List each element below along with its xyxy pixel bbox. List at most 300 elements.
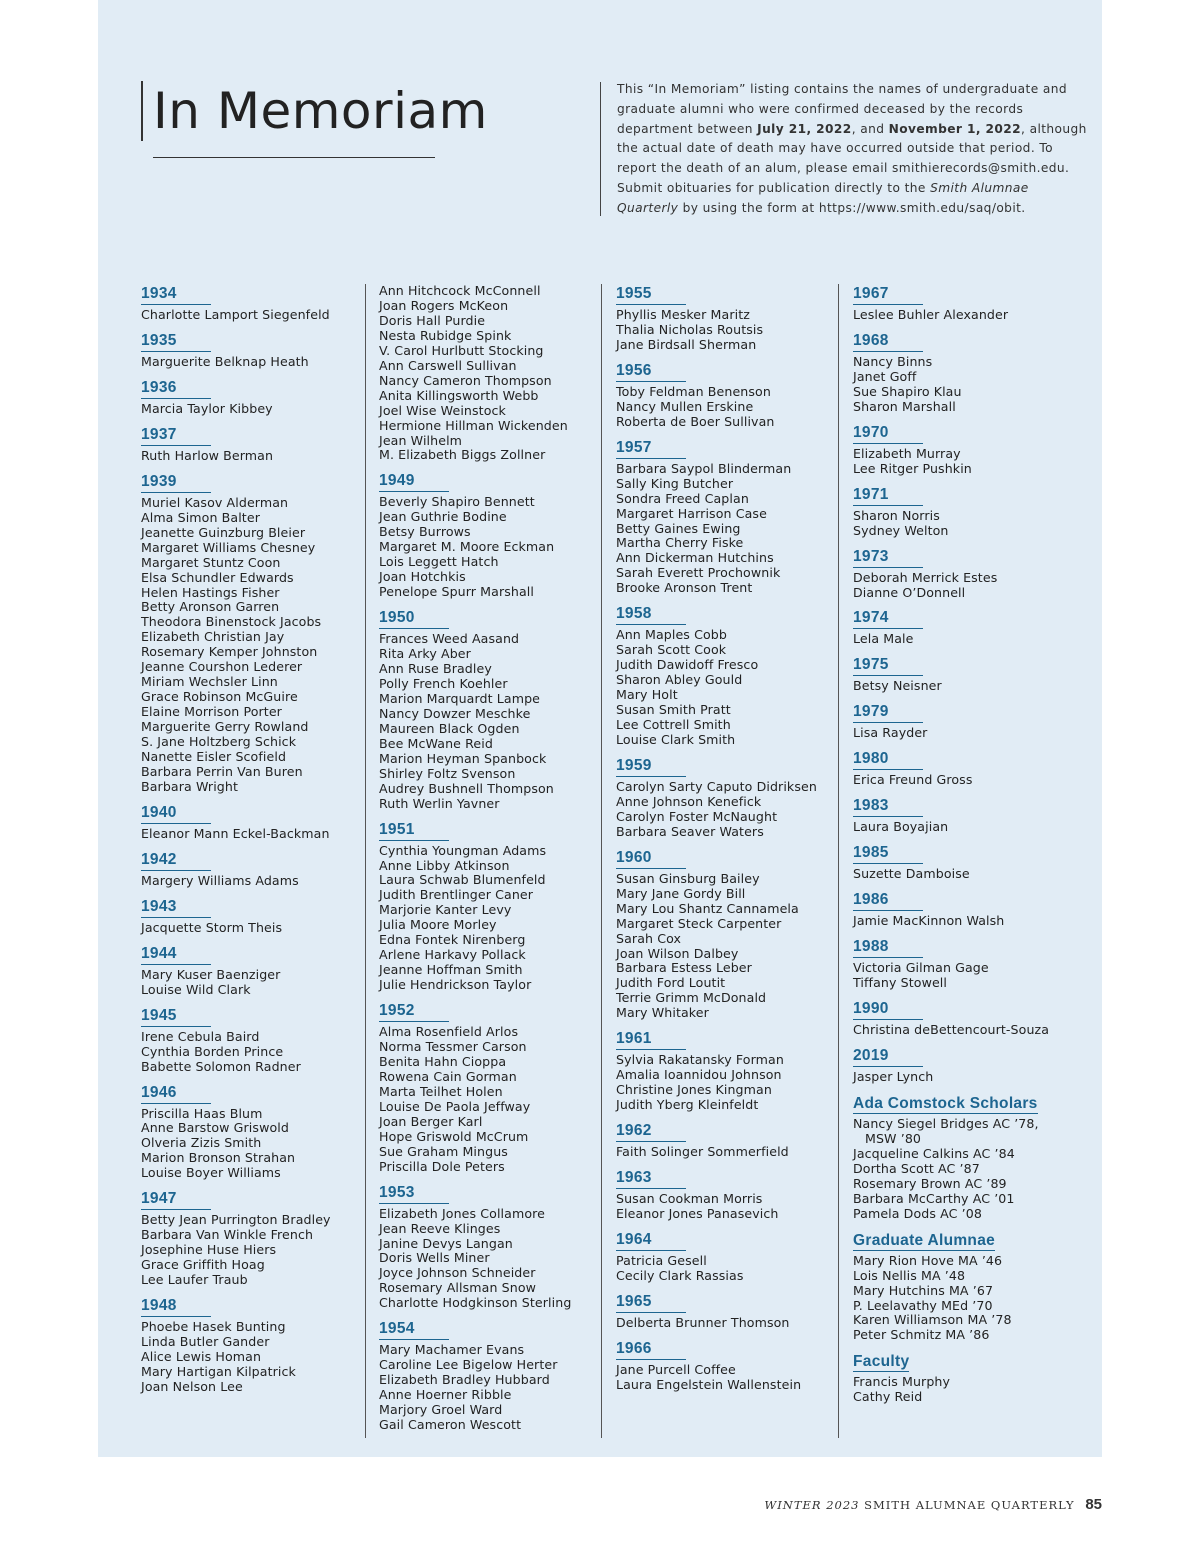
memorial-name: Audrey Bushnell Thompson (379, 780, 554, 796)
memorial-name: P. Leelavathy MEd ’70 (853, 1297, 993, 1313)
class-year-group (853, 702, 1073, 741)
class-year-group (853, 937, 1073, 991)
class-year-group (853, 655, 1073, 694)
memorial-name: Marguerite Belknap Heath (141, 353, 309, 369)
class-year-group (853, 547, 1073, 601)
memorial-name: Patricia Gesell (616, 1252, 707, 1268)
memorial-name: Lela Male (853, 631, 914, 647)
memorial-name: Mary Holt (616, 687, 678, 703)
memorial-name: Grace Robinson McGuire (141, 689, 298, 705)
class-year-heading: 1985 (853, 844, 889, 862)
class-year-heading: 1983 (853, 797, 889, 815)
memorial-name: Lee Cottrell Smith (616, 717, 731, 733)
memorial-name: Laura Engelstein Wallenstein (616, 1376, 802, 1392)
memorial-name: Barbara Perrin Van Buren (141, 763, 303, 779)
memorial-name: Hermione Hillman Wickenden (379, 417, 568, 433)
memorial-name: Frances Weed Aasand (379, 631, 520, 647)
memorial-name: Cynthia Youngman Adams (379, 842, 547, 858)
memorial-name: Irene Cebula Baird (141, 1028, 260, 1044)
memorial-name: Ruth Werlin Yavner (379, 795, 500, 811)
class-year-group (616, 1029, 836, 1113)
memorial-name: Jane Purcell Coffee (616, 1361, 736, 1377)
memorial-name: Rosemary Brown AC ’89 (853, 1175, 1007, 1191)
memorial-name: Elsa Schundler Edwards (141, 569, 294, 585)
memorial-name: Rosemary Kemper Johnston (141, 644, 318, 660)
class-year-group (853, 284, 1073, 323)
memorial-name: Helen Hastings Fisher (141, 584, 280, 600)
class-year-heading: 1950 (379, 609, 415, 627)
class-year-group (141, 897, 361, 936)
memorial-name: Sylvia Rakatansky Forman (616, 1052, 784, 1068)
memorial-name: Jean Wilhelm (379, 432, 463, 448)
intro-paragraph (617, 80, 1087, 219)
footer-issue: WINTER 2023 (764, 1498, 860, 1512)
heading-underline (141, 1103, 211, 1104)
heading-underline (379, 1021, 449, 1022)
memorial-name: Amalia Ioannidou Johnson (616, 1067, 782, 1083)
memorial-name: Anita Killingsworth Webb (379, 387, 539, 403)
class-year-heading: 1962 (616, 1122, 652, 1140)
memorial-name: Bee McWane Reid (379, 735, 493, 751)
memorial-name: Rowena Cain Gorman (379, 1068, 517, 1084)
memorial-name: Betsy Burrows (379, 524, 471, 540)
memorial-name: Nancy Binns (853, 353, 933, 369)
heading-underline (616, 1049, 686, 1050)
memorial-name: Elizabeth Murray (853, 445, 961, 461)
memorial-name: Olveria Zizis Smith (141, 1135, 262, 1151)
memorial-name: Sharon Marshall (853, 398, 956, 414)
heading-underline (853, 351, 923, 352)
class-year-group (616, 284, 836, 353)
memorial-name: Jeanette Guinzburg Bleier (141, 524, 306, 540)
memorial-name: Judith Brentlinger Caner (379, 887, 534, 903)
memorial-name: Margaret Steck Carpenter (616, 915, 782, 931)
memorial-name: Susan Cookman Morris (616, 1191, 763, 1207)
memorial-name: Jeanne Courshon Lederer (141, 659, 303, 675)
heading-underline (379, 1339, 449, 1340)
memorial-name: Theodora Binenstock Jacobs (141, 614, 322, 630)
class-year-heading: 1961 (616, 1030, 652, 1048)
heading-underline (853, 304, 923, 305)
class-year-group (616, 1121, 836, 1160)
memorial-name: Caroline Lee Bigelow Herter (379, 1357, 558, 1373)
memorial-name: Louise De Paola Jeffway (379, 1098, 531, 1114)
class-year-group (141, 425, 361, 464)
heading-underline (616, 624, 686, 625)
memorial-name: Nesta Rubidge Spink (379, 327, 512, 343)
memorial-name: Marion Bronson Strahan (141, 1150, 296, 1166)
memorial-name: Judith Yberg Kleinfeldt (616, 1097, 759, 1113)
memorial-name: Louise Wild Clark (141, 981, 251, 997)
intro-date-start: July 21, 2022 (757, 121, 852, 136)
heading-underline (141, 964, 211, 965)
memorial-name: Benita Hahn Cioppa (379, 1053, 507, 1069)
class-year-group (853, 890, 1073, 929)
intro-divider (600, 82, 601, 216)
memorial-name: Jean Reeve Klinges (379, 1220, 501, 1236)
memorial-name: Elizabeth Christian Jay (141, 629, 285, 645)
memorial-name: Sue Graham Mingus (379, 1143, 508, 1159)
memorial-name: Sue Shapiro Klau (853, 383, 962, 399)
title-accent-bar (141, 81, 143, 141)
memorial-name: Terrie Grimm McDonald (616, 990, 767, 1006)
heading-underline (141, 870, 211, 871)
class-year-group (379, 1001, 599, 1175)
memorial-name: Lois Leggett Hatch (379, 554, 499, 570)
class-year-group (616, 1168, 836, 1222)
class-year-heading: 1966 (616, 1339, 652, 1357)
memorial-name: Brooke Aronson Trent (616, 580, 753, 596)
class-year-heading: 1965 (616, 1292, 652, 1310)
memorial-name: Mary Jane Gordy Bill (616, 885, 746, 901)
heading-underline (616, 1250, 686, 1251)
heading-underline (853, 1019, 923, 1020)
heading-underline (853, 910, 923, 911)
memorial-name: Doris Hall Purdie (379, 312, 486, 328)
heading-underline (141, 823, 211, 824)
class-year-heading: 1974 (853, 609, 889, 627)
page-number: 85 (1085, 1496, 1102, 1513)
class-year-heading: 1988 (853, 938, 889, 956)
memorial-name: Marion Marquardt Lampe (379, 690, 541, 706)
heading-underline (141, 304, 211, 305)
names-column-3 (616, 284, 836, 1401)
class-year-group (141, 1189, 361, 1288)
class-year-group (141, 1296, 361, 1395)
class-year-heading: 1945 (141, 1006, 177, 1024)
memorial-name: Shirley Foltz Svenson (379, 765, 516, 781)
class-year-heading: 1951 (379, 820, 415, 838)
memorial-name: Charlotte Hodgkinson Sterling (379, 1295, 572, 1311)
class-year-heading: 1935 (141, 331, 177, 349)
heading-underline (141, 1026, 211, 1027)
memorial-name: Barbara Estess Leber (616, 960, 752, 976)
class-year-group (379, 1319, 599, 1433)
class-year-group (141, 472, 361, 795)
intro-text-1: This “In Memoriam” listing contains the names of undergraduate and graduate alumni who were confirmed deceased by the records department between (617, 82, 1068, 136)
heading-underline (616, 1188, 686, 1189)
class-year-heading: 1943 (141, 897, 177, 915)
class-year-heading: 1964 (616, 1230, 652, 1248)
class-year-heading: 1942 (141, 850, 177, 868)
class-year-heading: 1967 (853, 285, 889, 302)
memorial-name: Ann Dickerman Hutchins (616, 550, 774, 566)
memorial-name: Joan Berger Karl (379, 1113, 483, 1129)
memorial-name: Lois Nellis MA ’48 (853, 1267, 966, 1283)
heading-underline (616, 1141, 686, 1142)
memorial-name: Sarah Scott Cook (616, 642, 727, 658)
class-year-heading: 1949 (379, 472, 415, 490)
memorial-name: Babette Solomon Radner (141, 1058, 301, 1074)
class-year-group (853, 843, 1073, 882)
heading-underline (853, 628, 923, 629)
memorial-name: Anne Barstow Griswold (141, 1120, 289, 1136)
class-year-heading: 1948 (141, 1297, 177, 1315)
memorial-name: Laura Schwab Blumenfeld (379, 872, 546, 888)
class-year-group (141, 803, 361, 842)
class-year-heading: 1968 (853, 331, 889, 349)
memorial-name: Grace Griffith Hoag (141, 1257, 265, 1273)
memorial-name: Anne Johnson Kenefick (616, 793, 762, 809)
class-year-heading: 1971 (853, 485, 889, 503)
class-year-group (141, 944, 361, 998)
heading-underline (853, 863, 923, 864)
memorial-name: Nanette Eisler Scofield (141, 749, 287, 765)
memorial-name: Hope Griswold McCrum (379, 1128, 529, 1144)
memorial-name: Margaret Harrison Case (616, 505, 767, 521)
intro-date-end: November 1, 2022 (888, 121, 1022, 136)
heading-underline (379, 628, 449, 629)
memorial-name: Mary Kuser Baenziger (141, 966, 281, 982)
memorial-name: Ann Ruse Bradley (379, 661, 492, 677)
memorial-name: Nancy Dowzer Meschke (379, 705, 531, 721)
memorial-name: Ruth Harlow Berman (141, 447, 274, 463)
memorial-name: Margaret Stuntz Coon (141, 554, 281, 570)
memorial-name: Ann Hitchcock McConnell (379, 283, 541, 298)
class-year-heading: 1940 (141, 803, 177, 821)
memorial-name: Jean Guthrie Bodine (379, 509, 507, 525)
class-year-heading: 1973 (853, 547, 889, 565)
memorial-name: Margaret Williams Chesney (141, 539, 316, 555)
class-year-heading: 1947 (141, 1190, 177, 1208)
heading-underline (141, 917, 211, 918)
memorial-name: Betty Gaines Ewing (616, 520, 741, 536)
memorial-name: Elizabeth Bradley Hubbard (379, 1372, 550, 1388)
memorial-name: Sydney Welton (853, 522, 949, 538)
class-year-heading: 1979 (853, 703, 889, 721)
memorial-name: Ann Carswell Sullivan (379, 357, 517, 373)
memorial-name: Leslee Buhler Alexander (853, 307, 1009, 322)
memorial-name: Toby Feldman Benenson (616, 383, 771, 399)
memorial-name: Doris Wells Miner (379, 1250, 490, 1266)
class-year-heading: 1980 (853, 750, 889, 768)
memorial-name: Louise Boyer Williams (141, 1165, 281, 1181)
heading-underline (141, 1209, 211, 1210)
class-year-group (853, 423, 1073, 477)
memorial-name: Miriam Wechsler Linn (141, 674, 278, 690)
memorial-name: Barbara Wright (141, 778, 239, 794)
memorial-name: Anne Hoerner Ribble (379, 1387, 512, 1403)
memorial-name: Mary Machamer Evans (379, 1342, 525, 1358)
memorial-name: Cecily Clark Rassias (616, 1267, 744, 1283)
memorial-name: Sally King Butcher (616, 475, 734, 491)
class-year-group (616, 1230, 836, 1284)
memorial-name: Maureen Black Ogden (379, 720, 520, 736)
intro-text-4: by using the form at https://www.smith.edu/saq/obit. (678, 200, 1026, 215)
memorial-name: Julie Hendrickson Taylor (379, 977, 532, 993)
memorial-name: Beverly Shapiro Bennett (379, 494, 535, 510)
class-year-heading: 1986 (853, 891, 889, 909)
class-year-heading: 1956 (616, 361, 652, 379)
class-year-heading: 1936 (141, 378, 177, 396)
class-year-group (379, 608, 599, 811)
class-year-group (853, 999, 1073, 1038)
intro-publication-name: Smith Alumnae Quarterly (617, 180, 1029, 215)
class-year-heading: 1953 (379, 1183, 415, 1201)
memorial-name: Nancy Mullen Erskine (616, 398, 754, 414)
memorial-name: Lee Ritger Pushkin (853, 460, 972, 476)
memorial-name: Jasper Lynch (853, 1069, 934, 1085)
memorial-name: Nancy Cameron Thompson (379, 372, 552, 388)
class-year-heading: 2019 (853, 1047, 889, 1065)
memorial-name: Alma Simon Balter (141, 509, 260, 525)
heading-underline (616, 458, 686, 459)
heading-underline (141, 445, 211, 446)
memorial-name: Dianne O’Donnell (853, 584, 966, 600)
memorial-name: Margaret M. Moore Eckman (379, 539, 555, 555)
class-year-heading: 1960 (616, 848, 652, 866)
memorial-name: Pamela Dods AC ’08 (853, 1205, 982, 1221)
column-divider-1 (365, 284, 366, 1438)
memorial-name: Delberta Brunner Thomson (616, 1314, 790, 1330)
memorial-name: Joan Wilson Dalbey (616, 945, 739, 961)
memorial-name: Elaine Morrison Porter (141, 704, 282, 720)
names-column-1 (141, 284, 361, 1403)
memorial-name: Francis Murphy (853, 1374, 951, 1390)
memorial-name: Priscilla Haas Blum (141, 1105, 263, 1121)
memorial-name: Anne Libby Atkinson (379, 857, 510, 873)
heading-underline (616, 776, 686, 777)
class-year-group (616, 361, 836, 430)
page-title: In Memoriam (153, 82, 488, 140)
heading-underline (379, 840, 449, 841)
class-year-group (616, 1339, 836, 1393)
heading-underline (853, 567, 923, 568)
class-year-heading: 1955 (616, 285, 652, 302)
class-year-group (141, 850, 361, 889)
heading-underline (853, 722, 923, 723)
column-divider-2 (601, 284, 602, 1438)
memorial-name: Phoebe Hasek Bunting (141, 1319, 286, 1335)
class-year-heading: 1975 (853, 656, 889, 674)
class-year-heading: 1957 (616, 438, 652, 456)
memorial-name: Lee Laufer Traub (141, 1272, 248, 1288)
memorial-name: Cathy Reid (853, 1389, 923, 1405)
memorial-name: Priscilla Dole Peters (379, 1158, 505, 1174)
class-year-heading: 1952 (379, 1002, 415, 1020)
memorial-name: Laura Boyajian (853, 819, 949, 835)
memorial-name: Barbara Van Winkle French (141, 1227, 314, 1243)
heading-underline (616, 1359, 686, 1360)
class-year-heading: 1944 (141, 944, 177, 962)
memorial-name: Joan Rogers McKeon (379, 297, 509, 313)
memorial-name: Dortha Scott AC ’87 (853, 1160, 980, 1176)
class-year-group (616, 756, 836, 840)
memorial-name: Cynthia Borden Prince (141, 1043, 284, 1059)
memorial-name: Lisa Rayder (853, 725, 928, 741)
class-year-group (141, 1083, 361, 1182)
memorial-name: Barbara McCarthy AC ’01 (853, 1190, 1015, 1206)
memorial-name: Marguerite Gerry Rowland (141, 719, 309, 735)
memorial-name: Elizabeth Jones Collamore (379, 1205, 545, 1221)
class-year-heading: Ada Comstock Scholars (853, 1094, 1038, 1112)
class-year-group (853, 1093, 1073, 1222)
class-year-heading: 1990 (853, 1000, 889, 1018)
class-year-heading: 1970 (853, 423, 889, 441)
memorial-name: Sarah Everett Prochownik (616, 565, 781, 581)
memorial-name: Rita Arky Aber (379, 646, 471, 662)
memorial-name: Sharon Abley Gould (616, 672, 743, 688)
memorial-name: Sharon Norris (853, 507, 940, 523)
class-year-heading: Graduate Alumnae (853, 1231, 996, 1249)
class-year-group (853, 331, 1073, 415)
memorial-name: Josephine Huse Hiers (141, 1242, 277, 1258)
memorial-name: Betty Jean Purrington Bradley (141, 1212, 331, 1228)
memorial-name: Jamie MacKinnon Walsh (853, 913, 1005, 929)
heading-underline (853, 675, 923, 676)
memorial-name: Faith Solinger Sommerfield (616, 1144, 789, 1160)
memorial-name: Marjorie Kanter Levy (379, 902, 512, 918)
class-year-group (141, 378, 361, 417)
heading-underline (853, 957, 923, 958)
page-footer (764, 1496, 1102, 1513)
heading-underline (379, 491, 449, 492)
heading-underline (616, 381, 686, 382)
memorial-name: Mary Hutchins MA ’67 (853, 1282, 994, 1298)
memorial-name: Erica Freund Gross (853, 772, 973, 788)
class-year-group (379, 1183, 599, 1312)
memorial-name: Muriel Kasov Alderman (141, 494, 289, 510)
memorial-name: M. Elizabeth Biggs Zollner (379, 447, 546, 463)
class-year-heading: 1958 (616, 605, 652, 623)
memorial-name: Julia Moore Morley (379, 917, 497, 933)
memorial-name: Mary Lou Shantz Cannamela (616, 900, 799, 916)
class-year-group (853, 749, 1073, 788)
memorial-name: Peter Schmitz MA ’86 (853, 1327, 990, 1343)
memorial-name: Polly French Koehler (379, 675, 508, 691)
memorial-name: Phyllis Mesker Maritz (616, 307, 750, 322)
memorial-name: Edna Fontek Nirenberg (379, 932, 526, 948)
class-year-group (853, 796, 1073, 835)
heading-underline (141, 351, 211, 352)
memorial-name: Sarah Cox (616, 930, 682, 946)
heading-underline (616, 868, 686, 869)
heading-underline (141, 492, 211, 493)
memorial-name: Christine Jones Kingman (616, 1082, 772, 1098)
class-year-group (616, 848, 836, 1022)
memorial-name: Ann Maples Cobb (616, 627, 727, 643)
memorial-name: Norma Tessmer Carson (379, 1039, 527, 1055)
memorial-name: Joyce Johnson Schneider (379, 1265, 536, 1281)
names-column-2 (379, 284, 599, 1441)
memorial-name: Alice Lewis Homan (141, 1348, 262, 1364)
memorial-name: Joel Wise Weinstock (379, 402, 506, 418)
heading-underline (141, 398, 211, 399)
memorial-name: Deborah Merrick Estes (853, 569, 998, 585)
memorial-name: Marta Teilhet Holen (379, 1083, 503, 1099)
class-year-group (853, 1230, 1073, 1344)
class-year-heading: 1963 (616, 1169, 652, 1187)
memorial-name: Betty Aronson Garren (141, 599, 280, 615)
memorial-name: Carolyn Sarty Caputo Didriksen (616, 778, 817, 794)
memorial-name: Susan Ginsburg Bailey (616, 870, 760, 886)
memorial-name: Linda Butler Gander (141, 1333, 270, 1349)
memorial-name: Eleanor Jones Panasevich (616, 1205, 779, 1221)
memorial-name: V. Carol Hurlbutt Stocking (379, 342, 544, 358)
memorial-name: Mary Whitaker (616, 1005, 709, 1021)
memorial-name: Roberta de Boer Sullivan (616, 413, 775, 429)
memorial-name: Marion Heyman Spanbock (379, 750, 547, 766)
memorial-name: Suzette Damboise (853, 866, 970, 882)
class-year-group (853, 608, 1073, 647)
class-year-group (379, 820, 599, 994)
class-year-group (616, 1292, 836, 1331)
heading-underline (853, 505, 923, 506)
memorial-name: Alma Rosenfield Arlos (379, 1024, 519, 1040)
memorial-name: Margery Williams Adams (141, 872, 299, 888)
class-year-group (141, 331, 361, 370)
memorial-name: Mary Rion Hove MA ’46 (853, 1252, 1003, 1268)
